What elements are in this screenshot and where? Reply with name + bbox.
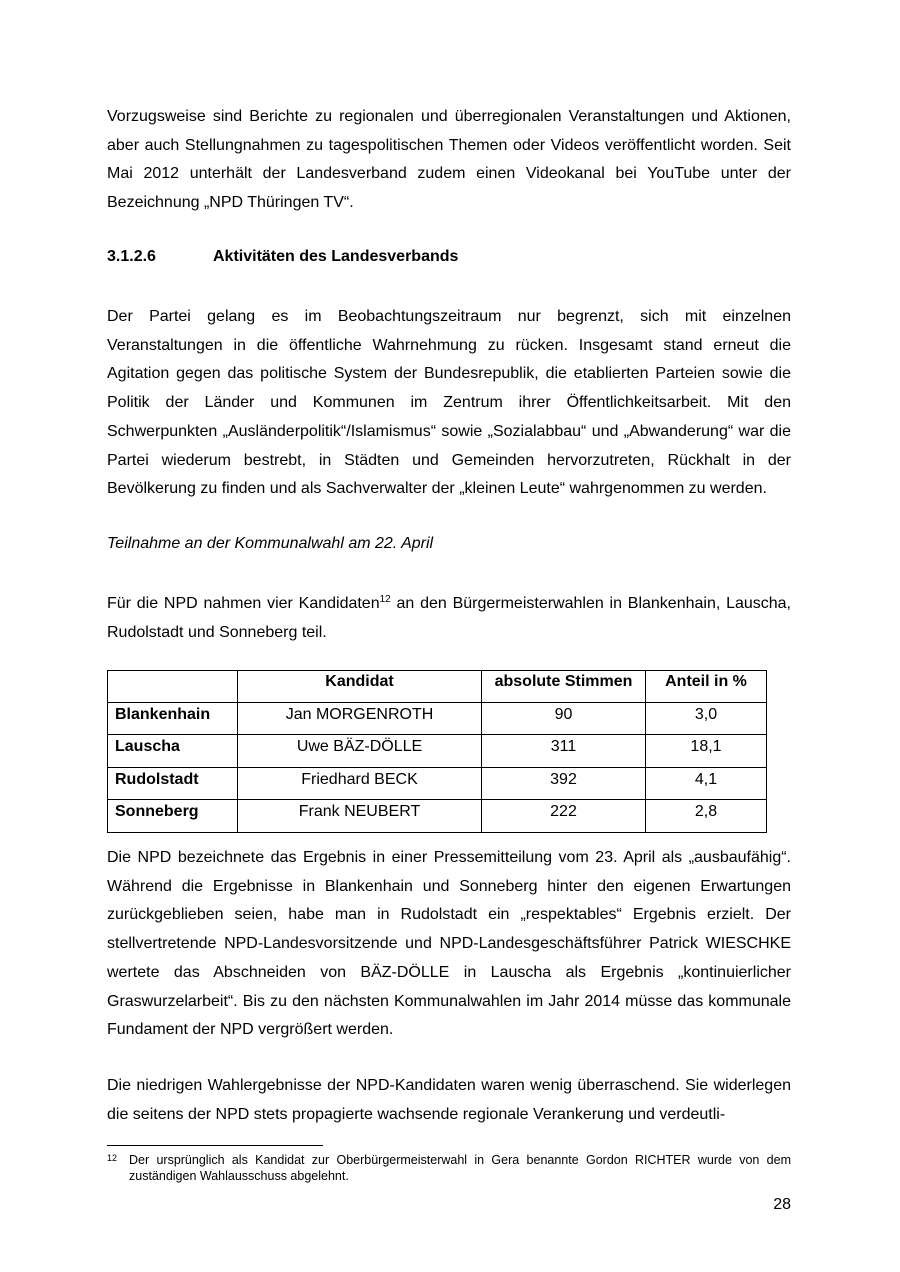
cell-place: Lauscha <box>108 735 238 768</box>
section-number: 3.1.2.6 <box>107 248 156 265</box>
table-row <box>108 800 767 833</box>
footnote <box>107 1153 791 1184</box>
cell-share: 4,1 <box>646 767 767 800</box>
paragraph-candidates-end: an den Bürgermeisterwahlen in Blankenhain, Lauscha, Rudolstadt und Sonneberg teil. <box>107 595 792 641</box>
header-candidate: Kandidat <box>238 671 482 703</box>
table-row <box>108 767 767 800</box>
section-heading <box>107 248 458 266</box>
paragraph-press-release: Die NPD bezeichnete das Ergebnis in einer Pressemitteilung vom 23. April als „ausbaufähig“. Während die Ergebnisse in Blankenhain und Sonneberg hinter den eigenen Erwartungen zurückgeblieben seien, habe man in Rudolstadt ein „respektables“ Ergebnis erzielt. Der stellvertretende NPD-Landesvorsitzende und NPD-Landesgeschäftsführer Patrick WIESCHKE wertete das Abschneiden von BÄZ-DÖLLE in Lauscha als Ergebnis „kontinuierlicher Graswurzelarbeit“. Bis zu den nächsten Kommunalwahlen im Jahr 2014 müsse das kommunale Fundament der NPD vergrößert werden. <box>107 849 791 1039</box>
cell-votes: 311 <box>482 735 646 768</box>
paragraph-results-assessment: Die niedrigen Wahlergebnisse der NPD-Kandidaten waren wenig überraschend. Sie widerlegen die seitens der NPD stets propagierte wachsende regionale Verankerung und verdeutli- <box>107 1077 791 1123</box>
cell-place: Rudolstadt <box>108 767 238 800</box>
cell-share: 2,8 <box>646 800 767 833</box>
paragraph-candidates-start: Für die NPD nahmen vier Kandidaten <box>107 595 380 612</box>
section-title: Aktivitäten des Landesverbands <box>213 248 459 265</box>
election-results-table <box>107 670 767 833</box>
cell-place: Blankenhain <box>108 702 238 735</box>
page-number: 28 <box>773 1196 791 1213</box>
cell-votes: 392 <box>482 767 646 800</box>
cell-candidate: Frank NEUBERT <box>238 800 482 833</box>
footnote-separator <box>107 1145 323 1146</box>
cell-place: Sonneberg <box>108 800 238 833</box>
cell-candidate: Friedhard BECK <box>238 767 482 800</box>
cell-candidate: Jan MORGENROTH <box>238 702 482 735</box>
subheading-kommunalwahl: Teilnahme an der Kommunalwahl am 22. April <box>107 535 434 552</box>
paragraph-activities: Der Partei gelang es im Beobachtungszeitraum nur begrenzt, sich mit einzelnen Veranstaltungen in die öffentliche Wahrnehmung zu rücken. Insgesamt stand erneut die Agitation gegen das politische System der Bundesrepublik, die etablierten Parteien sowie die Politik der Länder und Kommunen im Zentrum ihrer Öffentlichkeitsarbeit. Mit den Schwerpunkten „Ausländerpolitik“/Islamismus“ sowie „Sozialabbau“ und „Abwanderung“ war die Partei wiederum bestrebt, in Städten und Gemeinden hervorzutreten, Rückhalt in der Bevölkerung zu finden und als Sachverwalter der „kleinen Leute“ wahrgenommen zu werden. <box>107 308 791 498</box>
cell-share: 3,0 <box>646 702 767 735</box>
footnote-text: Der ursprünglich als Kandidat zur Oberbürgermeisterwahl in Gera benannte Gordon RICHTER wurde von dem zuständigen Wahlausschuss abgelehnt. <box>129 1153 791 1183</box>
header-votes: absolute Stimmen <box>482 671 646 703</box>
cell-votes: 90 <box>482 702 646 735</box>
cell-share: 18,1 <box>646 735 767 768</box>
cell-votes: 222 <box>482 800 646 833</box>
paragraph-intro: Vorzugsweise sind Berichte zu regionalen und überregionalen Veranstaltungen und Aktionen, aber auch Stellungnahmen zu tagespolitischen Themen oder Videos veröffentlicht worden. Seit Mai 2012 unterhält der Landesverband zudem einen Videokanal bei YouTube unter der Bezeichnung „NPD Thüringen TV“. <box>107 108 791 212</box>
cell-candidate: Uwe BÄZ-DÖLLE <box>238 735 482 768</box>
header-share: Anteil in % <box>646 671 767 703</box>
header-place <box>108 671 238 703</box>
footnote-number: 12 <box>107 1153 118 1163</box>
table-header-row <box>108 671 767 703</box>
footnote-reference[interactable]: 12 <box>379 594 391 605</box>
table-row <box>108 702 767 735</box>
table-row <box>108 735 767 768</box>
paragraph-candidates <box>107 590 791 647</box>
